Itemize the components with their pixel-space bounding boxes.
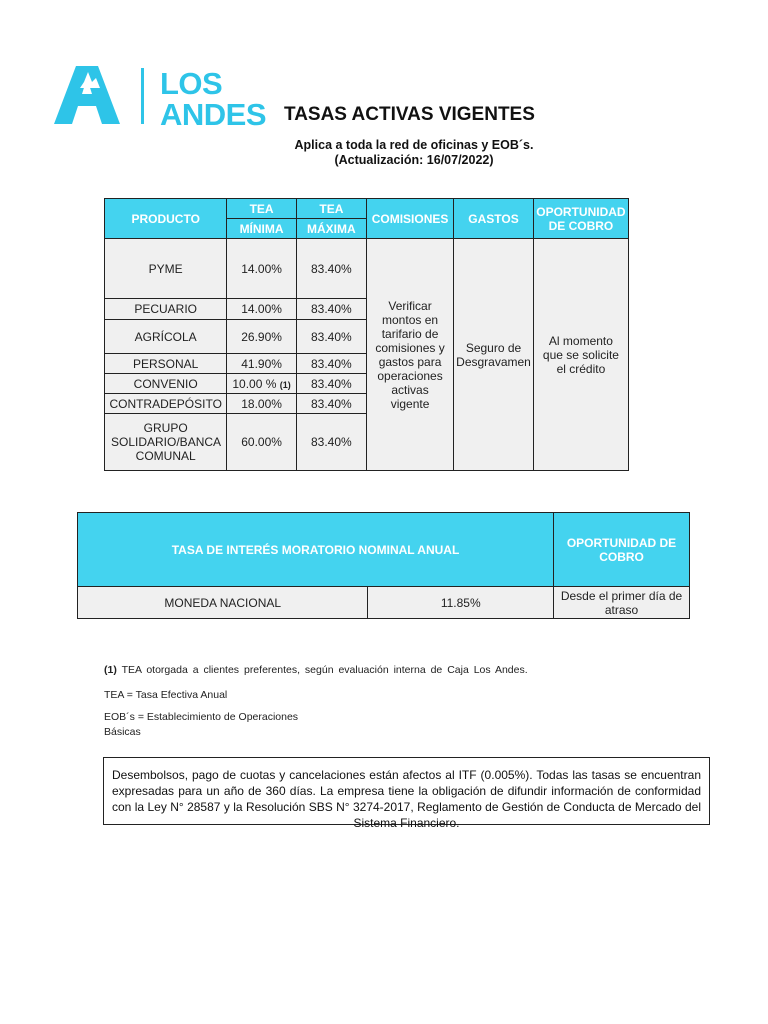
table-row — [105, 239, 629, 299]
header-producto: PRODUCTO — [105, 199, 227, 239]
tea-max-cell: 83.40% — [296, 394, 366, 414]
moneda-cell: MONEDA NACIONAL — [78, 587, 368, 619]
header-minima: MÍNIMA — [227, 219, 296, 239]
disclaimer-box: Desembolsos, pago de cuotas y cancelaciones están afectos al ITF (0.005%). Todas las tasas se encuentran expresadas para un año de 360 días. La empresa tiene la obligación de difundir información de conformidad con la Ley N° 28587 y la Resolución SBS N° 3274-2017, Reglamento de Gestión de Conducta de Mercado del Sistema Financiero. — [103, 757, 710, 825]
tea-max-cell: 83.40% — [296, 374, 366, 394]
header-tea-max: TEA — [296, 199, 366, 219]
footnote-eob: EOB´s = Establecimiento de Operaciones Básicas — [104, 711, 299, 738]
tea-max-cell: 83.40% — [296, 299, 366, 320]
comisiones-cell: Verificar montos en tarifario de comisiones y gastos para operaciones activas vigente — [366, 239, 453, 471]
tea-min-cell — [227, 374, 296, 394]
footnote-1-ref: (1) — [104, 664, 117, 676]
tea-max-cell: 83.40% — [296, 239, 366, 299]
header-oportunidad: OPORTUNIDAD DE COBRO — [533, 199, 628, 239]
tea-max-cell: 83.40% — [296, 414, 366, 471]
logo-separator — [141, 68, 144, 124]
oportunidad-cell: Al momento que se solicite el crédito — [533, 239, 628, 471]
tea-min-cell: 14.00% — [227, 239, 296, 299]
tea-min-cell: 26.90% — [227, 320, 296, 354]
page-subtitle — [0, 138, 768, 168]
header-tea-min: TEA — [227, 199, 296, 219]
header-gastos: GASTOS — [454, 199, 534, 239]
tea-max-cell: 83.40% — [296, 354, 366, 374]
subtitle-scope: Aplica a toda la red de oficinas y EOB´s. — [294, 138, 534, 152]
producto-cell: CONVENIO — [105, 374, 227, 394]
header-maxima: MÁXIMA — [296, 219, 366, 239]
tea-min-value: 10.00 % — [232, 376, 277, 391]
tasa-cell: 11.85% — [368, 587, 554, 619]
tea-min-cell: 18.00% — [227, 394, 296, 414]
oportunidad-cell: Desde el primer día de atraso — [554, 587, 690, 619]
producto-cell: PYME — [105, 239, 227, 299]
tea-min-cell: 41.90% — [227, 354, 296, 374]
header-oportunidad-cobro: OPORTUNIDAD DE COBRO — [554, 513, 690, 587]
producto-cell: PECUARIO — [105, 299, 227, 320]
header-comisiones: COMISIONES — [366, 199, 453, 239]
header-moratorio: TASA DE INTERÉS MORATORIO NOMINAL ANUAL — [78, 513, 554, 587]
tea-min-cell: 14.00% — [227, 299, 296, 320]
producto-cell: PERSONAL — [105, 354, 227, 374]
moratorio-table — [77, 512, 690, 619]
footnote-1 — [104, 663, 528, 678]
brand-line-1: LOS — [160, 66, 223, 101]
producto-cell: AGRÍCOLA — [105, 320, 227, 354]
footnote-tea: TEA = Tasa Efectiva Anual — [104, 689, 228, 701]
footnote-1-text: TEA otorgada a clientes preferentes, según evaluación interna de Caja Los Andes. — [116, 664, 528, 676]
gastos-cell: Seguro de Desgravamen — [454, 239, 534, 471]
tea-min-cell: 60.00% — [227, 414, 296, 471]
table-row — [78, 587, 690, 619]
footnote-ref: (1) — [279, 379, 291, 390]
brand-line-2: ANDES — [160, 97, 267, 132]
producto-cell: GRUPO SOLIDARIO/BANCA COMUNAL — [105, 414, 227, 471]
subtitle-update: (Actualización: 16/07/2022) — [334, 153, 494, 167]
producto-cell: CONTRADEPÓSITO — [105, 394, 227, 414]
rates-table — [104, 198, 629, 471]
tea-max-cell: 83.40% — [296, 320, 366, 354]
page-title: TASAS ACTIVAS VIGENTES — [284, 104, 535, 125]
